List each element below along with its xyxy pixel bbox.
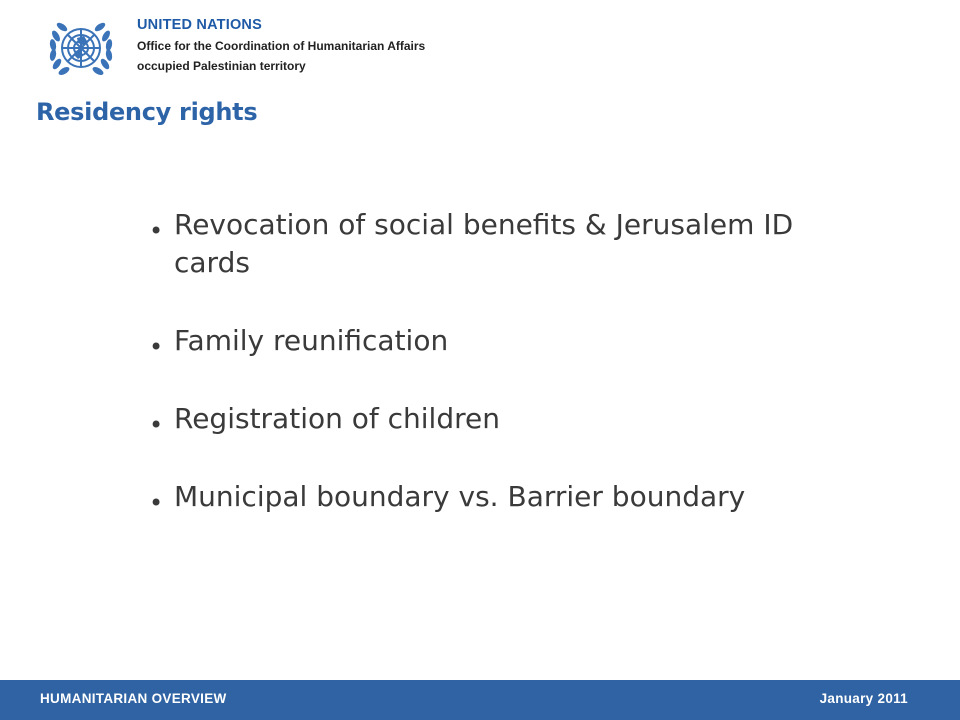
- bullet-text: Revocation of social benefits & Jerusalem ID cards: [174, 208, 794, 279]
- bullet-text: Family reunification: [174, 324, 449, 357]
- bullet-list: [148, 206, 848, 556]
- bullet-dot-icon: •: [149, 333, 164, 361]
- bullet-dot-icon: •: [149, 217, 164, 245]
- bullet-dot-icon: •: [149, 489, 164, 517]
- bullet-item: [148, 322, 848, 360]
- bullet-item: [148, 478, 848, 516]
- slide-title: Residency rights: [36, 98, 258, 126]
- territory-name: occupied Palestinian territory: [137, 59, 306, 73]
- organization-header: [137, 16, 537, 75]
- bullet-text: Registration of children: [174, 402, 500, 435]
- org-name: UNITED NATIONS: [137, 17, 262, 33]
- footer-date: January 2011: [819, 691, 908, 706]
- bullet-dot-icon: •: [149, 411, 164, 439]
- bullet-item: [148, 206, 848, 282]
- footer-bar: [0, 680, 960, 720]
- bullet-item: [148, 400, 848, 438]
- office-name: Office for the Coordination of Humanitarian Affairs: [137, 39, 426, 53]
- un-emblem-icon: [47, 14, 115, 82]
- footer-title: HUMANITARIAN OVERVIEW: [40, 691, 227, 706]
- bullet-text: Municipal boundary vs. Barrier boundary: [174, 480, 746, 513]
